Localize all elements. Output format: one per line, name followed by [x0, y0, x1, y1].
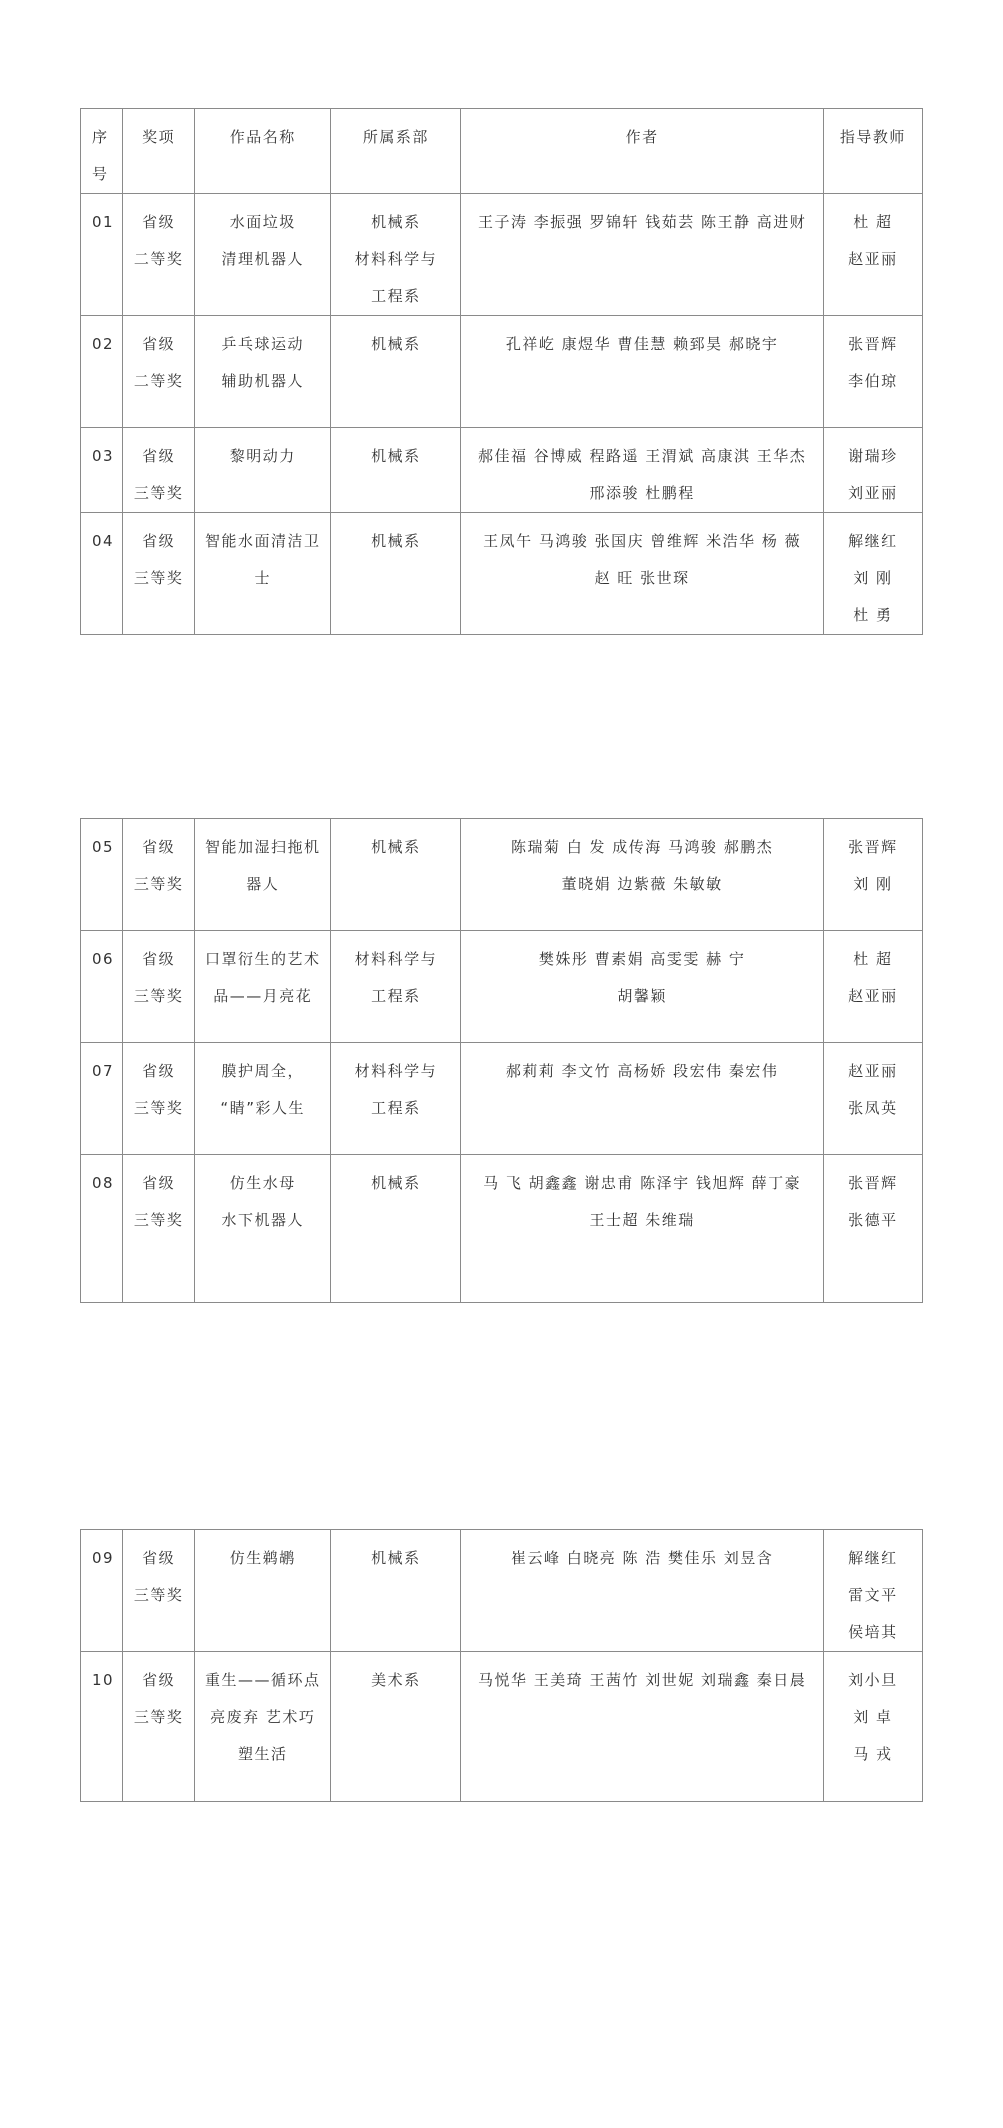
cell-dept-line: 工程系 [371, 1099, 421, 1117]
cell-no: 04 [81, 513, 123, 635]
cell-authors-line: 赵 旺 张世琛 [594, 569, 690, 587]
header-dept: 所属系部 [331, 109, 461, 194]
cell-authors [461, 513, 823, 635]
cell-advisor-line: 雷文平 [848, 1586, 898, 1604]
cell-award [123, 1530, 195, 1652]
cell-title [195, 316, 331, 428]
cell-award [123, 931, 195, 1043]
cell-title [195, 931, 331, 1043]
cell-advisor-line: 马 戎 [853, 1745, 893, 1763]
cell-award [123, 428, 195, 513]
cell-authors [461, 1652, 823, 1802]
cell-dept-line: 机械系 [371, 1174, 421, 1192]
cell-advisor-line: 张凤英 [848, 1099, 898, 1117]
cell-no: 03 [81, 428, 123, 513]
cell-title-line: 仿生水母 [229, 1174, 296, 1192]
cell-advisor-line: 解继红 [848, 1549, 898, 1567]
cell-advisor-line: 张晋辉 [848, 1174, 898, 1192]
cell-award [123, 513, 195, 635]
cell-award [123, 1652, 195, 1802]
cell-advisor-line: 刘 刚 [853, 875, 893, 893]
cell-advisor-line: 张晋辉 [848, 335, 898, 353]
cell-dept-line: 机械系 [371, 447, 421, 465]
table-row [81, 931, 923, 1043]
cell-advisor-line: 刘 卓 [853, 1708, 893, 1726]
cell-advisor-line: 刘小旦 [848, 1671, 898, 1689]
cell-authors-line: 胡馨颖 [617, 987, 667, 1005]
cell-award-line: 省级 [142, 838, 176, 856]
cell-advisor-line: 解继红 [848, 532, 898, 550]
cell-authors-line: 马 飞 胡鑫鑫 谢忠甫 陈泽宇 钱旭辉 薛丁豪 [483, 1174, 802, 1192]
header-authors: 作者 [461, 109, 823, 194]
cell-award-line: 省级 [142, 950, 176, 968]
cell-authors [461, 1155, 823, 1303]
cell-award-line: 二等奖 [133, 372, 184, 390]
cell-authors-line: 董晓娟 边紫薇 朱敏敏 [561, 875, 723, 893]
cell-authors-line: 樊姝彤 曹素娟 高雯雯 赫 宁 [538, 950, 746, 968]
header-no: 序 号 [81, 109, 123, 194]
cell-award-line: 三等奖 [133, 875, 184, 893]
cell-advisor-line: 赵亚丽 [848, 250, 898, 268]
table-row [81, 1652, 923, 1802]
cell-advisor [823, 513, 922, 635]
cell-award-line: 省级 [142, 335, 176, 353]
cell-authors [461, 1530, 823, 1652]
cell-dept-line: 机械系 [371, 335, 421, 353]
cell-authors [461, 931, 823, 1043]
cell-title [195, 1043, 331, 1155]
cell-title-line: 品——月亮花 [213, 987, 313, 1005]
cell-no: 06 [81, 931, 123, 1043]
cell-award [123, 194, 195, 316]
table-row [81, 428, 923, 513]
cell-advisor [823, 428, 922, 513]
cell-award-line: 三等奖 [133, 1099, 184, 1117]
header-advisor: 指导教师 [823, 109, 922, 194]
cell-title [195, 819, 331, 931]
cell-award-line: 三等奖 [133, 1211, 184, 1229]
cell-title [195, 194, 331, 316]
cell-title-line: 水下机器人 [221, 1211, 304, 1229]
awards-table-part-2 [80, 818, 923, 1303]
cell-title-line: 智能水面清洁卫 [204, 532, 321, 550]
cell-dept [331, 316, 461, 428]
cell-award-line: 省级 [142, 1062, 176, 1080]
cell-award-line: 省级 [142, 1174, 176, 1192]
cell-dept [331, 1530, 461, 1652]
cell-advisor-line: 张晋辉 [848, 838, 898, 856]
cell-award-line: 省级 [142, 532, 176, 550]
cell-advisor [823, 1155, 922, 1303]
cell-dept-line: 机械系 [371, 213, 421, 231]
cell-award-line: 三等奖 [133, 1708, 184, 1726]
cell-no: 10 [81, 1652, 123, 1802]
cell-advisor-line: 李伯琼 [848, 372, 898, 390]
cell-title-line: 清理机器人 [221, 250, 304, 268]
header-award: 奖项 [123, 109, 195, 194]
cell-title [195, 1155, 331, 1303]
cell-advisor [823, 1530, 922, 1652]
table-row [81, 316, 923, 428]
cell-award-line: 三等奖 [133, 569, 184, 587]
cell-no: 01 [81, 194, 123, 316]
cell-title-line: 塑生活 [237, 1745, 288, 1763]
table-row [81, 1043, 923, 1155]
table-row [81, 1155, 923, 1303]
cell-title-line: 亮废弃 艺术巧 [210, 1708, 316, 1726]
cell-award-line: 三等奖 [133, 484, 184, 502]
cell-award-line: 省级 [142, 447, 176, 465]
cell-no: 07 [81, 1043, 123, 1155]
cell-dept-line: 材料科学与 [354, 950, 438, 968]
cell-title-line: 膜护周全， [221, 1062, 304, 1080]
cell-authors-line: 马悦华 王美琦 王茜竹 刘世妮 刘瑞鑫 秦日晨 [477, 1671, 807, 1689]
cell-dept-line: 材料科学与 [354, 1062, 438, 1080]
cell-authors-line: 郝佳福 谷博威 程路遥 王渭斌 高康淇 王华杰 [477, 447, 807, 465]
cell-authors-line: 邢添骏 杜鹏程 [589, 484, 695, 502]
cell-title-line: 重生——循环点 [204, 1671, 321, 1689]
cell-authors-line: 崔云峰 白晓亮 陈 浩 樊佳乐 刘昱含 [510, 1549, 774, 1567]
cell-authors [461, 194, 823, 316]
cell-title [195, 513, 331, 635]
cell-authors-line: 王士超 朱维瑞 [589, 1211, 695, 1229]
cell-dept-line: 机械系 [371, 838, 421, 856]
cell-award [123, 1043, 195, 1155]
cell-advisor-line: 谢瑞珍 [848, 447, 898, 465]
cell-authors-line: 孔祥屹 康煜华 曹佳慧 赖郅昊 郝晓宇 [505, 335, 779, 353]
cell-advisor-line: 张德平 [848, 1211, 898, 1229]
cell-authors [461, 819, 823, 931]
cell-dept-line: 材料科学与 [354, 250, 438, 268]
cell-advisor-line: 杜 超 [853, 213, 893, 231]
cell-dept [331, 1155, 461, 1303]
cell-advisor [823, 194, 922, 316]
cell-dept-line: 美术系 [371, 1671, 421, 1689]
cell-dept [331, 819, 461, 931]
cell-title-line: 黎明动力 [229, 447, 296, 465]
table-row [81, 194, 923, 316]
cell-advisor [823, 931, 922, 1043]
cell-title-line: 水面垃圾 [229, 213, 296, 231]
cell-advisor-line: 侯培其 [848, 1623, 898, 1641]
cell-dept [331, 931, 461, 1043]
cell-authors [461, 428, 823, 513]
cell-dept-line: 工程系 [371, 287, 421, 305]
cell-title-line: 口罩衍生的艺术 [204, 950, 321, 968]
cell-authors [461, 1043, 823, 1155]
cell-title [195, 1652, 331, 1802]
cell-dept [331, 1043, 461, 1155]
table-row [81, 513, 923, 635]
cell-advisor [823, 316, 922, 428]
cell-advisor [823, 1652, 922, 1802]
cell-award [123, 316, 195, 428]
cell-advisor [823, 819, 922, 931]
cell-award [123, 819, 195, 931]
cell-title-line: 仿生鹈鹕 [229, 1549, 296, 1567]
cell-dept-line: 机械系 [371, 532, 421, 550]
cell-advisor-line: 赵亚丽 [848, 1062, 898, 1080]
cell-authors-line: 陈瑞菊 白 发 成传海 马鸿骏 郝鹏杰 [510, 838, 774, 856]
cell-authors-line: 郝莉莉 李文竹 高杨娇 段宏伟 秦宏伟 [505, 1062, 779, 1080]
cell-advisor-line: 赵亚丽 [848, 987, 898, 1005]
awards-table-part-1 [80, 108, 923, 635]
cell-dept-line: 机械系 [371, 1549, 421, 1567]
cell-advisor [823, 1043, 922, 1155]
cell-title-line: 智能加湿扫拖机 [204, 838, 321, 856]
cell-no: 02 [81, 316, 123, 428]
cell-award-line: 二等奖 [133, 250, 184, 268]
cell-no: 05 [81, 819, 123, 931]
cell-no: 09 [81, 1530, 123, 1652]
cell-advisor-line: 刘亚丽 [848, 484, 898, 502]
cell-dept [331, 513, 461, 635]
cell-authors-line: 王凤午 马鸿骏 张国庆 曾维辉 米浩华 杨 薇 [483, 532, 802, 550]
table-row [81, 1530, 923, 1652]
cell-dept-line: 工程系 [371, 987, 421, 1005]
cell-advisor-line: 杜 超 [853, 950, 893, 968]
header-title: 作品名称 [195, 109, 331, 194]
cell-authors [461, 316, 823, 428]
cell-dept [331, 1652, 461, 1802]
cell-title-line: “睛”彩人生 [220, 1099, 305, 1117]
cell-award-line: 省级 [142, 1671, 176, 1689]
cell-award-line: 三等奖 [133, 1586, 184, 1604]
cell-advisor-line: 刘 刚 [853, 569, 893, 587]
awards-table-part-3 [80, 1529, 923, 1802]
cell-dept [331, 194, 461, 316]
cell-title-line: 乒乓球运动 [221, 335, 304, 353]
table-header-row [81, 109, 923, 194]
cell-authors-line: 王子涛 李振强 罗锦轩 钱茹芸 陈王静 高进财 [477, 213, 807, 231]
cell-award-line: 省级 [142, 213, 176, 231]
cell-title-line: 器人 [246, 875, 280, 893]
cell-title [195, 1530, 331, 1652]
cell-award-line: 省级 [142, 1549, 176, 1567]
cell-title [195, 428, 331, 513]
cell-dept [331, 428, 461, 513]
cell-award-line: 三等奖 [133, 987, 184, 1005]
cell-title-line: 辅助机器人 [221, 372, 304, 390]
cell-title-line: 士 [254, 569, 271, 587]
cell-award [123, 1155, 195, 1303]
table-row [81, 819, 923, 931]
cell-advisor-line: 杜 勇 [853, 606, 893, 624]
cell-no: 08 [81, 1155, 123, 1303]
